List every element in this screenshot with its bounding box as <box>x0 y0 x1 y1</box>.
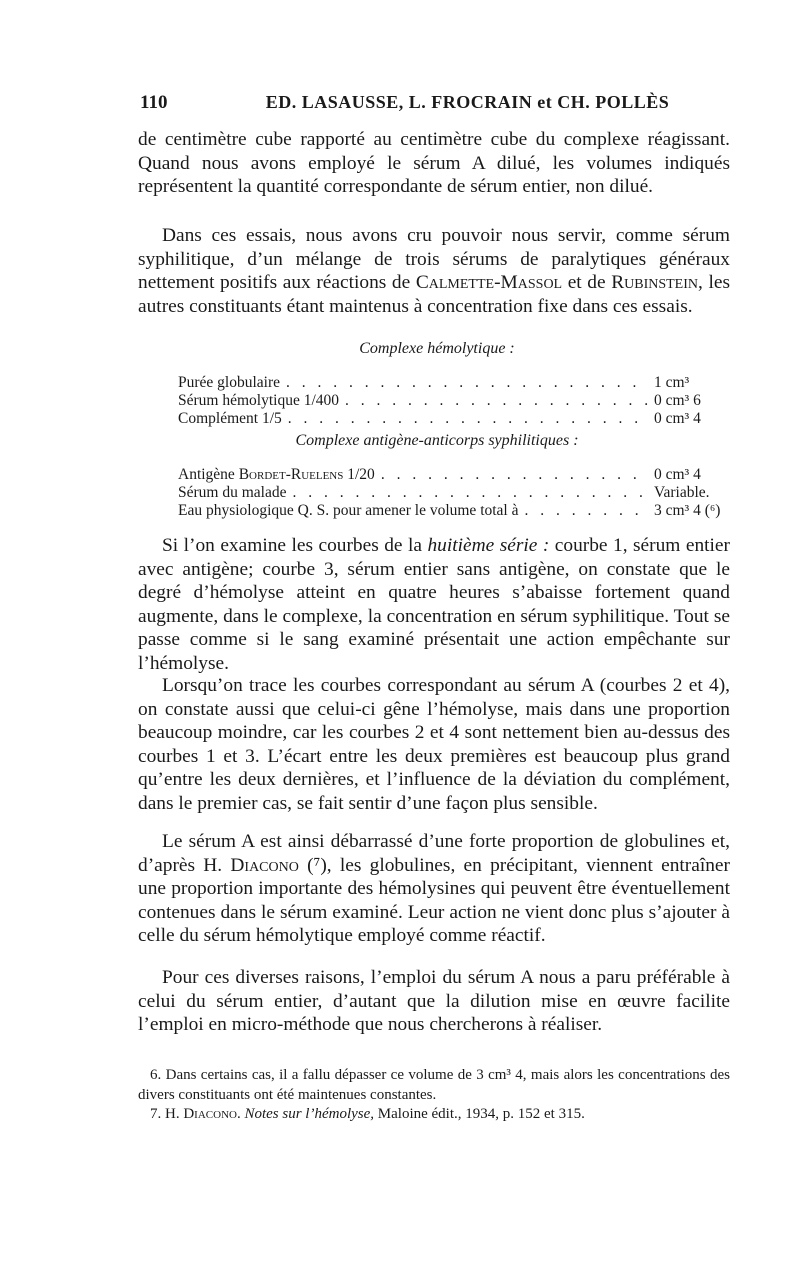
paragraph-6-text: Pour ces diverses raisons, l’emploi du sérum A nous a paru préférable à celui du sérum entier, d’autant que la dilution mise en œuvre facilite l’emploi en micro-méthode que nous chercherons à réaliser. <box>138 967 730 1036</box>
paragraph-5 <box>138 830 730 948</box>
leader-dots <box>525 502 649 520</box>
author-name-bordet-ruelens: Bordet-Ruelens <box>238 466 344 483</box>
table-row: Complément 1/5 . . . 0 cm³ 4 <box>178 410 738 428</box>
table-row: Sérum du malade . . . Variable. <box>178 484 738 502</box>
leader-dots <box>292 484 648 502</box>
author-name-rubinstein: Rubinstein <box>611 272 699 294</box>
paragraph-3-text: Si l’on examine les courbes de la huitième série : courbe 1, sérum entier avec antigène; courbe 3, sérum entier sans antigène, on constate que le degré d’hémolyse atteint en quatre heures s’abaisse fortement quand augmente, dans le complexe, la concentration en sérum syphilitique. Tout se passe comme si le sang examiné présentait une action empêchante sur l’hémolyse. <box>138 535 730 674</box>
table-hemolytic-complex <box>138 340 730 428</box>
paragraph-2-text: Dans ces essais, nous avons cru pouvoir nous servir, comme sérum syphilitique, d’un mélange de trois sérums de paralytiques généraux nettement positifs aux réactions de Calmette-Massol et de Rubinstein, les autres constituants étant maintenus à concentration fixe dans ces essais. <box>138 225 730 317</box>
paragraph-4-text: Lorsqu’on trace les courbes correspondant au sérum A (courbes 2 et 4), on constate aussi que celui-ci gêne l’hémolyse, mais dans une proportion beaucoup moindre, car les courbes 2 et 4 sont nettement bien au-dessus des courbes 1 et 3. L’écart entre les deux premières est beaucoup plus grand qu’entre les deux dernières, et l’influence de la déviation du complément, dans le premier cas, se fait sentir d’une façon plus sensible. <box>138 675 730 814</box>
leader-dots <box>345 392 648 410</box>
table-2-title: Complexe antigène-anticorps syphilitiques : <box>295 432 579 449</box>
table-1-rows <box>178 374 738 428</box>
footnote-7: 7. H. Diacono. Notes sur l’hémolyse, Maloine édit., 1934, p. 152 et 315. <box>150 1106 585 1122</box>
italic-series-name: huitième série : <box>427 535 550 556</box>
footnotes <box>138 1066 730 1125</box>
paragraph-5-text: Le sérum A est ainsi débarrassé d’une forte proportion de globulines et, d’après H. Diacono (⁷), les globulines, en précipitant, viennent entraîner une proportion importante des hémolysines qui peuvent être éventuellement contenues dans le sérum examiné. Leur action ne vient donc plus s’ajouter à celle du sérum hémolytique employé comme réactif. <box>138 831 730 947</box>
leader-dots <box>381 466 648 484</box>
page-number: 110 <box>140 92 168 113</box>
author-name-diacono: Diacono <box>230 854 299 876</box>
paragraph-1 <box>138 128 730 199</box>
running-title: ED. LASAUSSE, L. FROCRAIN et CH. POLLÈS <box>265 92 670 112</box>
paragraph-1-text: de centimètre cube rapporté au centimètre cube du complexe réagissant. Quand nous avons employé le sérum A dilué, les volumes indiqués représentent la quantité correspondante de sérum entier, non dilué. <box>138 129 730 198</box>
paragraph-2 <box>138 224 730 318</box>
table-row: Eau physiologique Q. S. pour amener le volume total à . . . 3 cm³ 4 (⁶) <box>178 502 738 520</box>
leader-dots <box>288 410 648 428</box>
paragraph-3 <box>138 534 730 676</box>
table-row: Antigène Bordet-Ruelens 1/20 . . . 0 cm³ 4 <box>178 466 738 484</box>
page-header <box>140 92 730 118</box>
paragraph-4 <box>138 674 730 816</box>
table-2-rows <box>178 466 738 520</box>
author-name-calmette-massol: Calmette-Massol <box>415 272 563 294</box>
table-row: Sérum hémolytique 1/400 . . . 0 cm³ 6 <box>178 392 738 410</box>
leader-dots <box>286 374 648 392</box>
table-antigen-antibody-complex <box>138 432 730 520</box>
table-1-title: Complexe hémolytique : <box>359 340 515 357</box>
table-row: Purée globulaire . . . 1 cm³ <box>178 374 738 392</box>
paragraph-6 <box>138 966 730 1037</box>
footnote-6: 6. Dans certains cas, il a fallu dépasser ce volume de 3 cm³ 4, mais alors les concentrations des divers constituants ont été maintenues constantes. <box>138 1067 730 1103</box>
